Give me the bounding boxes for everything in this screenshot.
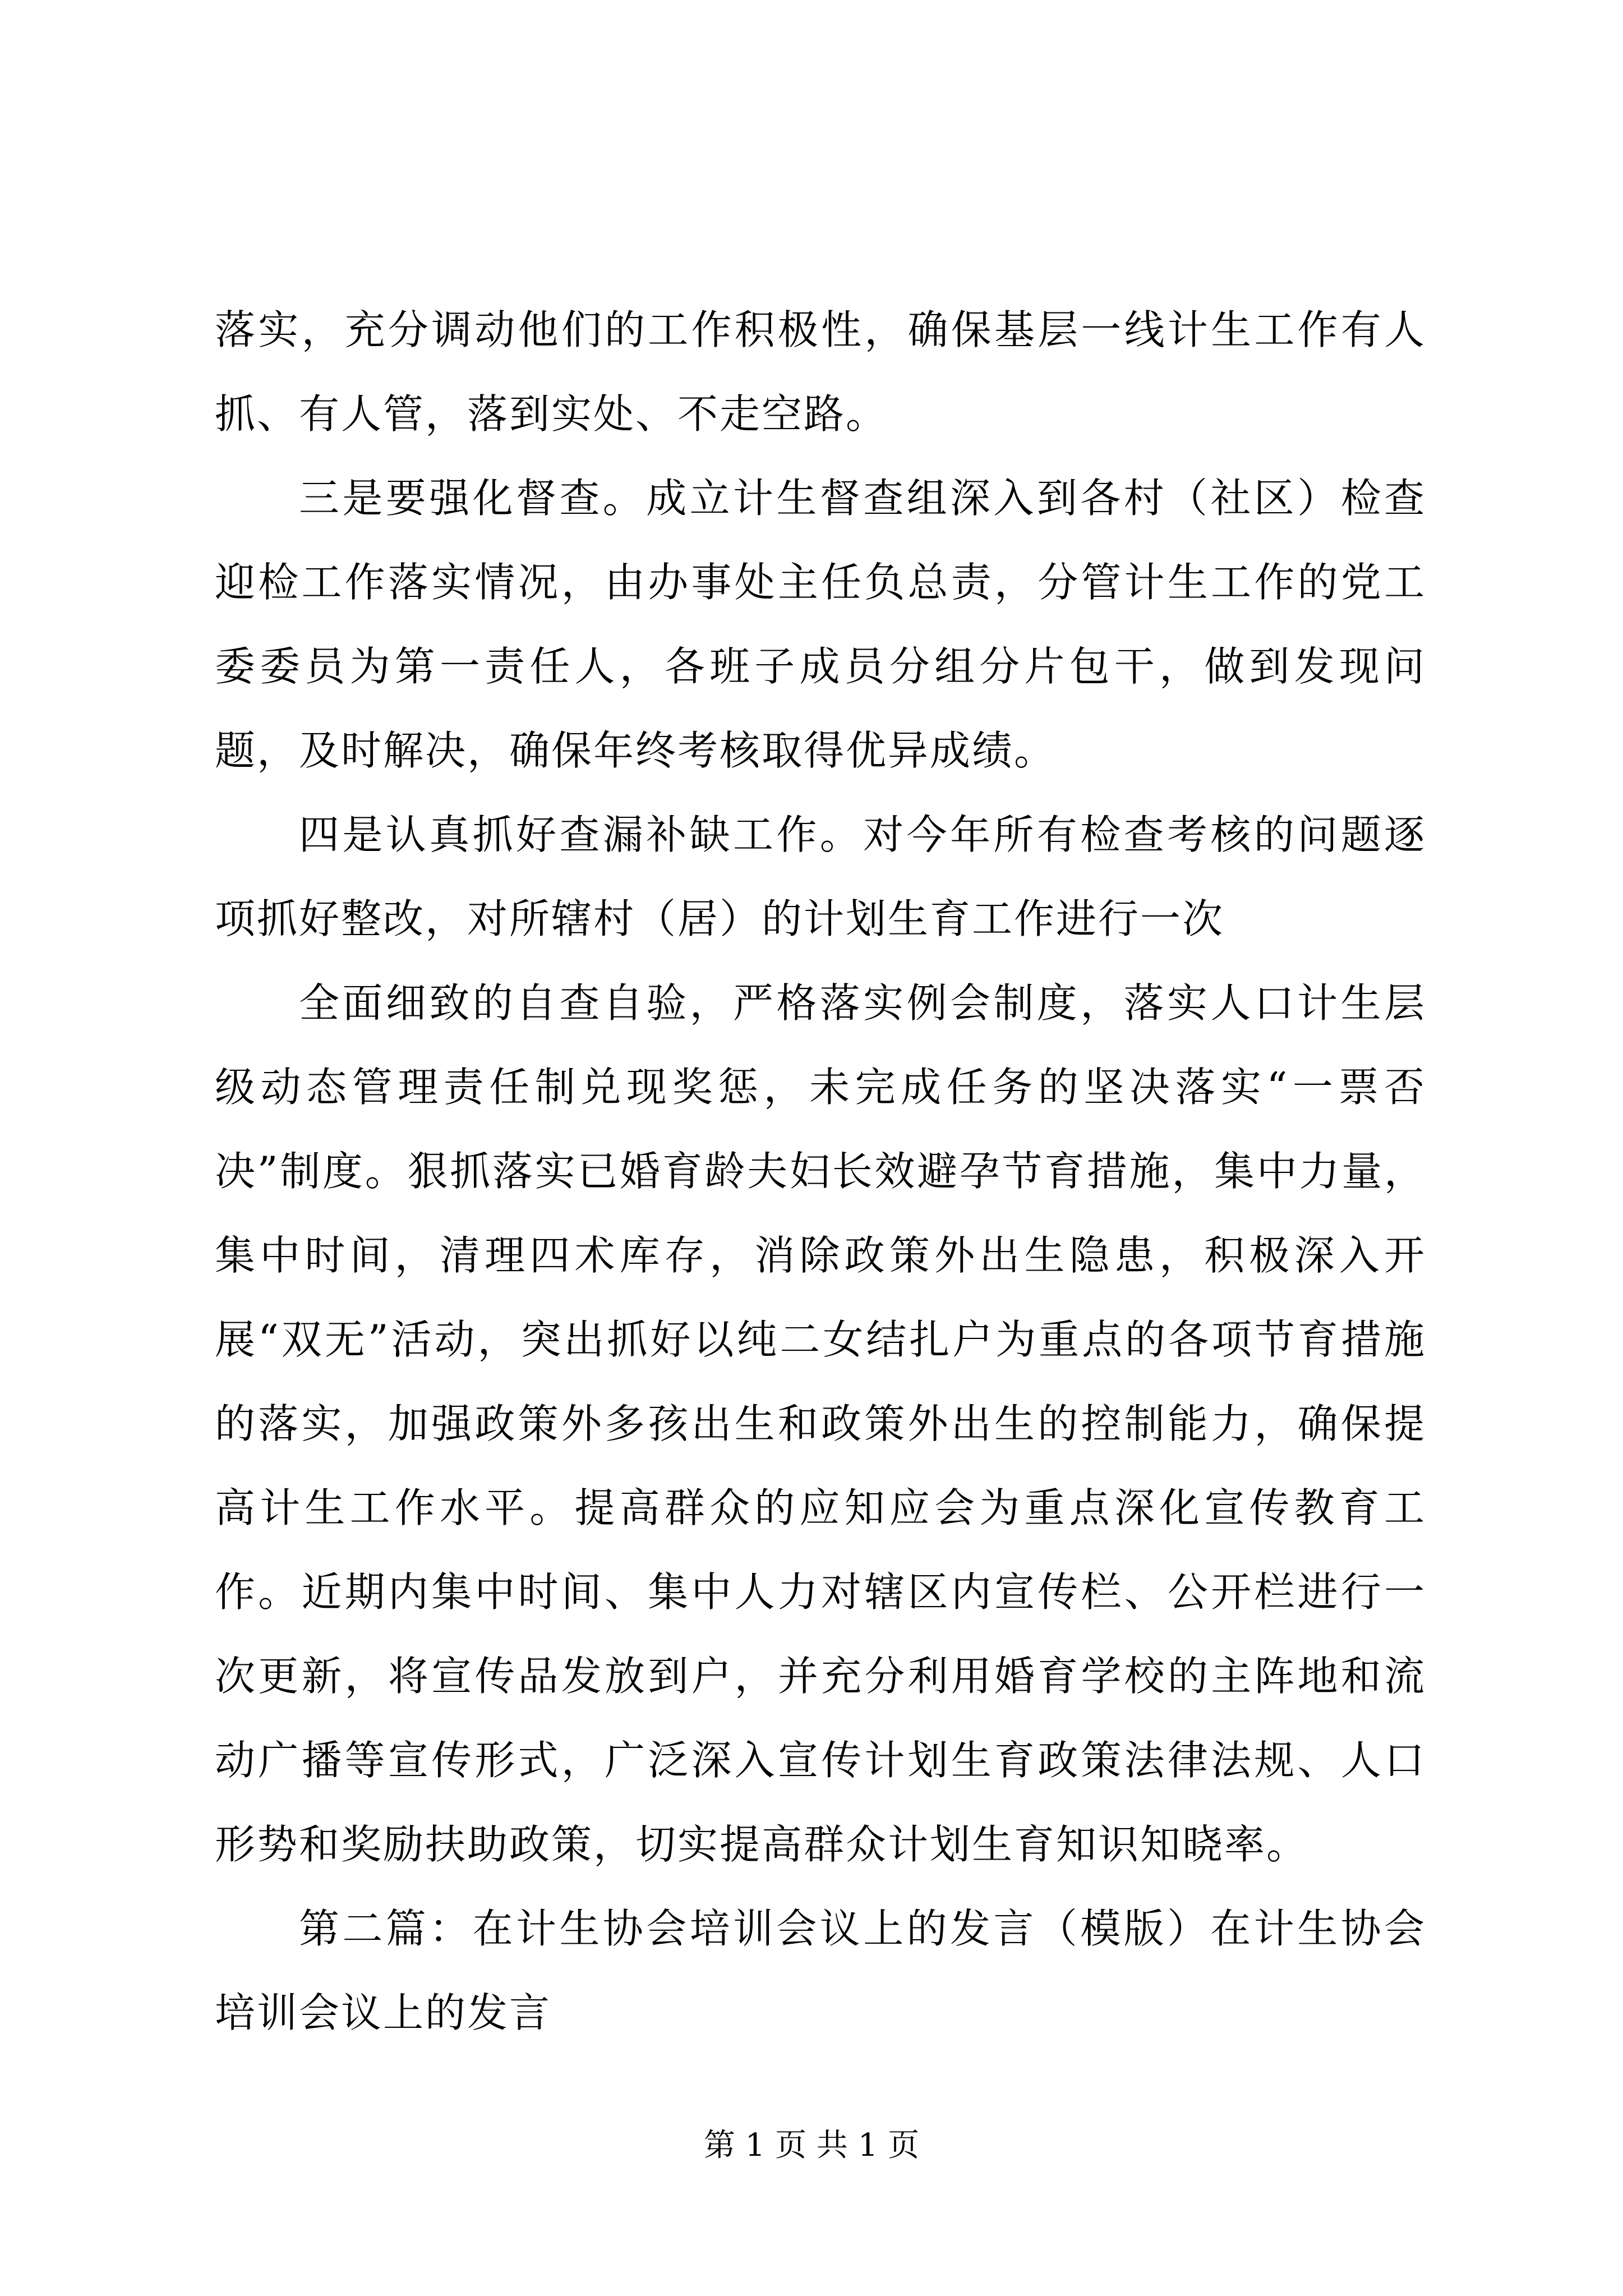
paragraph-continuation: 落实，充分调动他们的工作积极性，确保基层一线计生工作有人抓、有人管，落到实处、不走空路。 [215, 306, 1426, 438]
paragraph-self-inspection: 全面细致的自查自验，严格落实例会制度，落实人口计生层级动态管理责任制兑现奖惩，未完成任务的坚决落实“一票否决”制度。狠抓落实已婚育龄夫妇长效避孕节育措施，集中力量，集中时间，清理四术库存，消除政策外出生隐患，积极深入开展“双无”活动，突出抓好以纯二女结扎户为重点的各项节育措施的落实，加强政策外多孩出生和政策外出生的控制能力，确保提高计生工作水平。提高群众的应知应会为重点深化宣传教育工作。近期内集中时间、集中人力对辖区内宣传栏、公开栏进行一次更新，将宣传品发放到户，并充分利用婚育学校的主阵地和流动广播等宣传形式，广泛深入宣传计划生育政策法律法规、人口形势和奖励扶助政策，切实提高群众计划生育知识知晓率。 [215, 979, 1426, 1868]
page-footer: 第 1 页 共 1 页 [703, 2127, 920, 2164]
paragraph-supervision: 三是要强化督查。成立计生督查组深入到各村（社区）检查迎检工作落实情况，由办事处主任负总责，分管计生工作的党工委委员为第一责任人，各班子成员分组分片包干，做到发现问题，及时解决，确保年终考核取得优异成绩。 [215, 475, 1426, 774]
paragraph-second-article-title: 第二篇：在计生协会培训会议上的发言（模版）在计生协会培训会议上的发言 [215, 1905, 1426, 2036]
document-body [215, 288, 1426, 2055]
paragraph-gap-filling: 四是认真抓好查漏补缺工作。对今年所有检查考核的问题逐项抓好整改，对所辖村（居）的计划生育工作进行一次 [215, 811, 1426, 942]
